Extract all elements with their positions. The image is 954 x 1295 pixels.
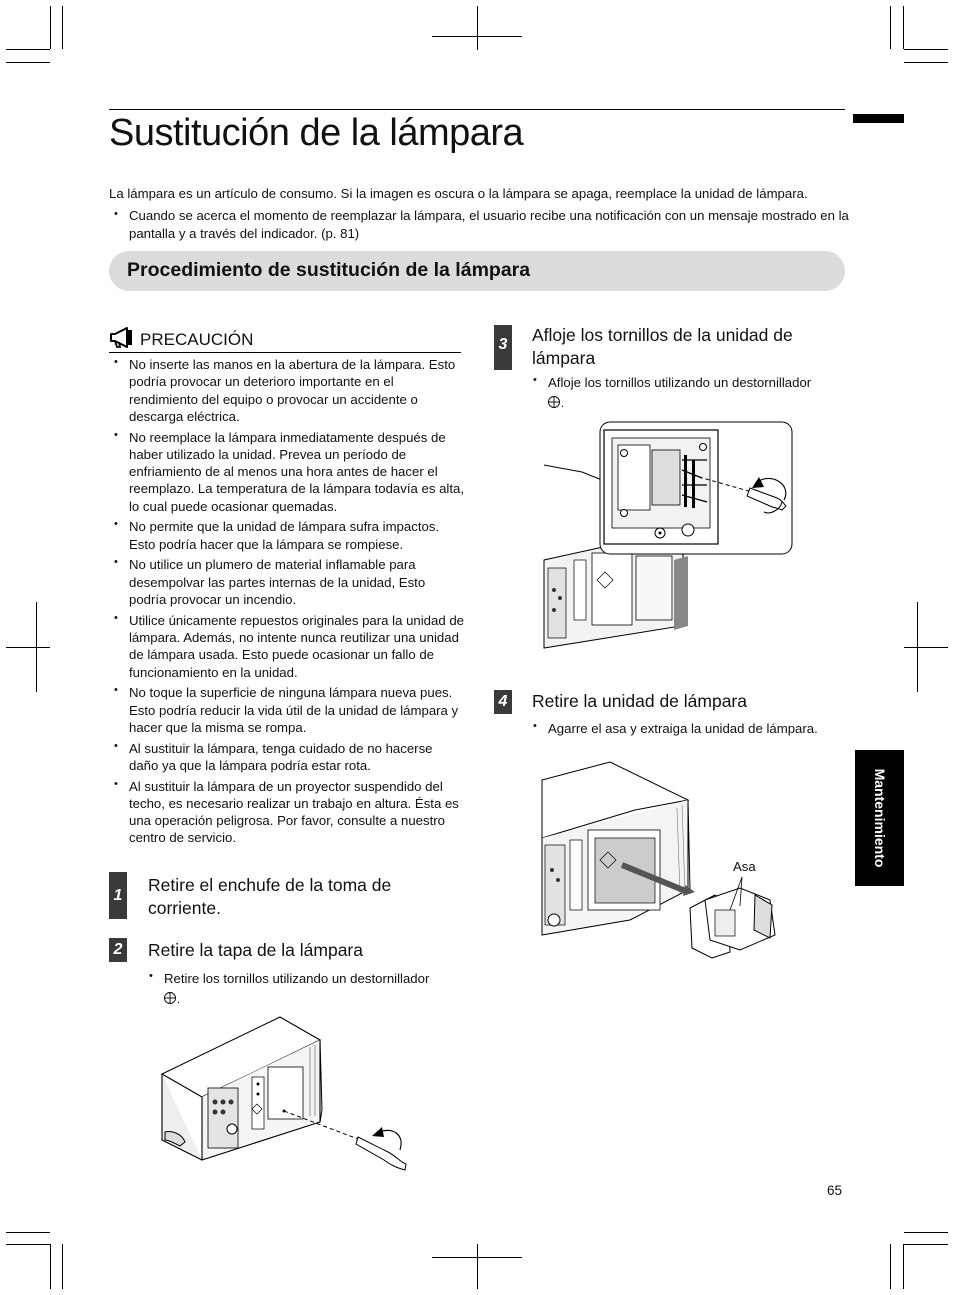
step-4-title: Retire la unidad de lámpara xyxy=(532,691,747,711)
list-item: • Utilice únicamente repuestos originales para la unidad de lámpara. Además, no intente nunca reutilizar una unidad de lámpara usada. Esto puede ocasionar un fallo de funcionamiento en la unidad. xyxy=(109,612,465,681)
section-heading-bar xyxy=(109,251,845,291)
caution-title: PRECAUCIÓN xyxy=(140,330,254,349)
svg-text:.: . xyxy=(177,993,181,1006)
caution-list xyxy=(109,356,465,850)
step-2-number: 2 xyxy=(109,938,127,962)
chapter-tab-label: Mantenimiento xyxy=(871,768,888,868)
step-2-note xyxy=(144,970,484,1006)
section-tab-mark xyxy=(853,114,904,123)
intro xyxy=(109,185,854,243)
megaphone-icon xyxy=(109,326,135,348)
list-item: • No reemplace la lámpara inmediatamente después de haber utilizado la unidad. Prevea un período de enfriamiento de al menos una hora antes de hacer el reemplazo. La temperatura de la lámpara todavía es alta, lo cual puede ocasionar quemadas. xyxy=(109,429,465,515)
step-2-title: Retire la tapa de la lámpara xyxy=(148,940,363,960)
page-number: 65 xyxy=(827,1183,843,1198)
section-title: Procedimiento de sustitución de la lámpara xyxy=(127,259,531,281)
list-item: • Al sustituir la lámpara de un proyector suspendido del techo, es necesario realizar un trabajo en altura. Ésta es una operación peligrosa. Por favor, consulte a nuestro centro de servicio. xyxy=(109,778,465,847)
list-item: • No toque la superficie de ninguna lámpara nueva pues. Esto podría reducir la vida útil de la unidad de lámpara y hacer que la misma se rompa. xyxy=(109,684,465,736)
step-3-note xyxy=(528,374,858,410)
list-item: • Al sustituir la lámpara, tenga cuidado de no hacerse daño ya que la lámpara podría estar rota. xyxy=(109,740,465,775)
step-3-note-text: Afloje los tornillos utilizando un destornillador xyxy=(548,375,812,390)
step-1-title: Retire el enchufe de la toma de corriente. xyxy=(148,875,392,918)
page-title: Sustitución de la lámpara xyxy=(109,112,524,154)
lamp-screws-illustration xyxy=(542,420,794,650)
step-4-number: 4 xyxy=(494,690,512,714)
handle-label: Asa xyxy=(733,859,756,874)
step-1-number: 1 xyxy=(109,872,127,919)
step-3-number: 3 xyxy=(494,325,512,370)
step-3-title: Afloje los tornillos de la unidad de lámpara xyxy=(532,325,793,368)
title-rule xyxy=(109,109,845,110)
chapter-tab xyxy=(855,750,904,886)
phillips-screwdriver-icon xyxy=(164,991,184,1005)
list-item: • No permite que la unidad de lámpara sufra impactos. Esto podría hacer que la lámpara se rompiese. xyxy=(109,518,465,553)
step-2-note-text: Retire los tornillos utilizando un destornillador xyxy=(164,971,430,986)
phillips-screwdriver-icon xyxy=(548,395,568,409)
intro-text: La lámpara es un artículo de consumo. Si la imagen es oscura o la lámpara se apaga, reemplace la unidad de lámpara. xyxy=(109,186,808,201)
list-item: • No utilice un plumero de material inflamable para desempolvar las partes internas de la unidad, Esto podría provocar un incendio. xyxy=(109,556,465,608)
intro-bullet: • Cuando se acerca el momento de reemplazar la lámpara, el usuario recibe una notificación con un mensaje mostrado en la pantalla y a través del indicador. (p. 81) xyxy=(109,207,854,243)
step-4-note: • Agarre el asa y extraiga la unidad de lámpara. xyxy=(528,720,868,738)
projector-side-illustration xyxy=(160,1012,420,1182)
caution-heading xyxy=(109,326,461,353)
svg-text:.: . xyxy=(561,397,565,410)
list-item: • No inserte las manos en la abertura de la lámpara. Esto podría provocar un deterioro importante en el rendimiento del equipo o provocar un accidente o descarga eléctrica. xyxy=(109,356,465,425)
